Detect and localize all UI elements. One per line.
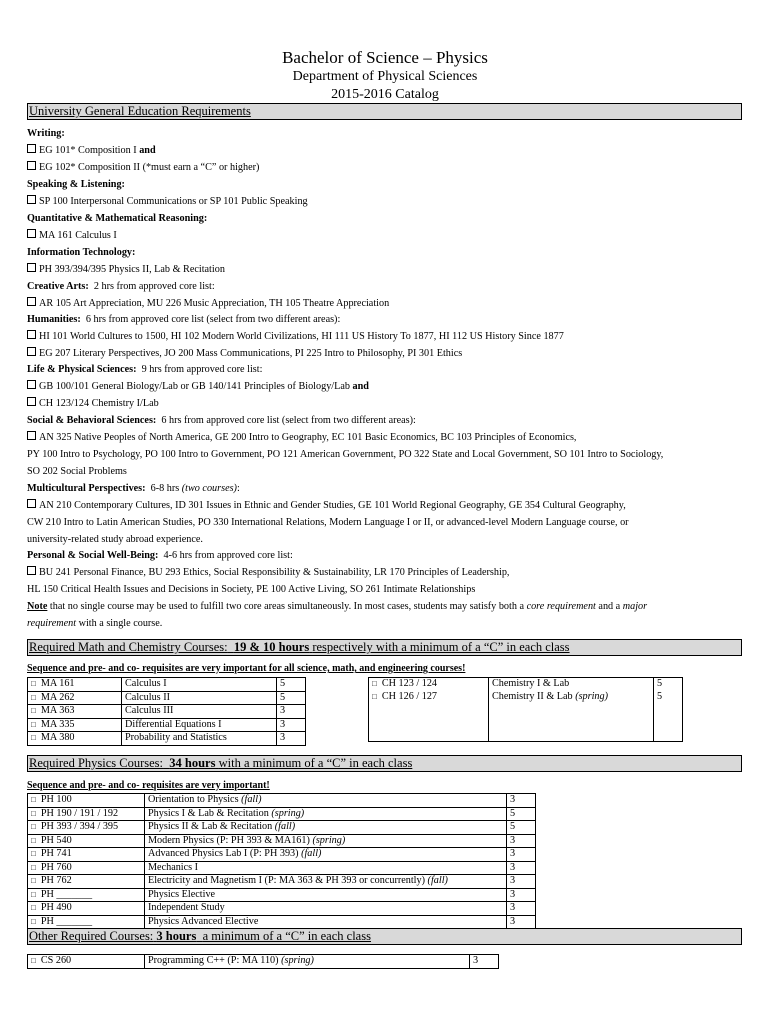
course-code: PH 490 xyxy=(40,902,72,913)
life-item-2: CH 123/124 Chemistry I/Lab xyxy=(27,396,159,412)
checkbox[interactable]: □ xyxy=(31,916,36,926)
table-row xyxy=(28,732,306,746)
course-name-cell xyxy=(145,888,507,902)
multicultural-item-3: university-related study abroad experience. xyxy=(27,534,203,545)
course-code: MA 380 xyxy=(40,732,75,743)
social-item-3: SO 202 Social Problems xyxy=(27,466,127,477)
course-hours-cell xyxy=(507,821,536,835)
course-hours: 5 xyxy=(280,691,286,703)
speaking-label: Speaking & Listening: xyxy=(27,179,125,190)
course-code: CH 123 / 124 xyxy=(381,678,438,689)
course-hours-cell xyxy=(507,861,536,875)
checkbox[interactable]: □ xyxy=(31,835,36,845)
course-term: (spring) xyxy=(312,834,346,846)
course-hours-cell xyxy=(277,691,306,705)
course-name: Electricity and Magnetism I (P: MA 363 & PH 393 or concurrently) xyxy=(148,875,425,886)
course-hours-cell xyxy=(277,732,306,746)
course-name-cell xyxy=(489,691,654,704)
course-code-cell xyxy=(28,915,145,929)
checkbox[interactable]: □ xyxy=(31,903,36,912)
it-item-1: PH 393/394/395 Physics II, Lab & Recitation xyxy=(27,262,225,278)
course-code-cell xyxy=(28,821,145,835)
course-code: CS 260 xyxy=(40,955,72,966)
course-hours: 5 xyxy=(510,821,516,832)
course-hours-cell xyxy=(507,834,536,848)
course-term: (fall) xyxy=(274,821,296,832)
quant-label: Quantitative & Mathematical Reasoning: xyxy=(27,213,208,224)
course-name: Orientation to Physics xyxy=(148,794,239,805)
math-chem-sequence-note: Sequence and pre- and co- requisites are very important for all science, math, and engineering courses! xyxy=(27,663,466,674)
course-name-cell xyxy=(122,705,277,719)
course-name: Modern Physics (P: PH 393 & MA161) xyxy=(148,834,310,846)
course-code-cell xyxy=(28,861,145,875)
arts-item-1: AR 105 Art Appreciation, MU 226 Music Appreciation, TH 105 Theatre Appreciation xyxy=(27,296,389,312)
course-name: Independent Study xyxy=(148,902,225,913)
course-hours-cell xyxy=(507,875,536,889)
course-hours: 3 xyxy=(280,718,286,730)
humanities-label: Humanities: 6 hrs from approved core list (select from two different areas): xyxy=(27,314,341,325)
course-name-cell xyxy=(145,848,507,862)
course-name-cell xyxy=(145,807,507,821)
physics-course-table xyxy=(27,793,536,929)
social-label: Social & Behavioral Sciences: 6 hrs from approved core list (select from two different areas): xyxy=(27,415,416,426)
checkbox[interactable] xyxy=(27,229,36,238)
checkbox[interactable]: □ xyxy=(31,719,36,729)
table-row xyxy=(28,705,306,719)
table-row xyxy=(28,861,536,875)
checkbox[interactable] xyxy=(27,161,36,170)
course-code-cell xyxy=(28,678,122,692)
writing-label: Writing: xyxy=(27,128,65,139)
course-code-cell xyxy=(28,848,145,862)
checkbox[interactable]: □ xyxy=(31,822,36,831)
empty-cell xyxy=(489,703,654,716)
course-code: PH _______ xyxy=(40,888,93,900)
course-code-cell xyxy=(369,678,489,691)
course-name-cell xyxy=(122,678,277,692)
table-row-empty xyxy=(369,703,683,716)
catalog-year: 2015-2016 Catalog xyxy=(331,87,439,102)
table-row xyxy=(28,718,306,732)
empty-cell xyxy=(369,716,489,729)
table-row xyxy=(28,794,536,808)
course-code-cell xyxy=(28,794,145,808)
speaking-item-1: SP 100 Interpersonal Communications or SP 101 Public Speaking xyxy=(27,194,308,210)
course-name: Physics II & Lab & Recitation xyxy=(148,821,273,832)
table-row xyxy=(28,821,536,835)
course-name-cell xyxy=(145,821,507,835)
table-row-empty xyxy=(369,716,683,729)
empty-cell xyxy=(654,716,683,729)
course-name: Physics Advanced Elective xyxy=(148,915,259,927)
table-row xyxy=(369,678,683,691)
table-row xyxy=(28,902,536,916)
course-hours: 3 xyxy=(510,861,516,873)
course-name-cell xyxy=(145,834,507,848)
it-label: Information Technology: xyxy=(27,247,136,258)
course-code-cell xyxy=(28,705,122,719)
checkbox[interactable]: □ xyxy=(31,795,36,804)
course-hours-cell xyxy=(507,848,536,862)
course-name-cell xyxy=(122,732,277,746)
checkbox[interactable]: □ xyxy=(31,679,36,688)
course-name: Advanced Physics Lab I (P: PH 393) xyxy=(148,848,299,859)
social-item-2: PY 100 Intro to Psychology, PO 100 Intro to Government, PO 121 American Government, PO 322 State and Local Government, SO 101 Intro to Sociology, xyxy=(27,449,664,460)
humanities-item-2: EG 207 Literary Perspectives, JO 200 Mass Communications, PI 225 Intro to Philosophy, PI 301 Ethics xyxy=(27,346,462,362)
multicultural-item-2: CW 210 Intro to Latin American Studies, PO 330 International Relations, Modern Language I or II, or advanced-level Modern Language course, or xyxy=(27,517,629,528)
checkbox[interactable]: □ xyxy=(31,956,36,965)
life-item-1: GB 100/101 General Biology/Lab or GB 140/141 Principles of Biology/Lab and xyxy=(27,379,369,395)
course-name-cell xyxy=(122,718,277,732)
checkbox[interactable] xyxy=(27,431,36,440)
note-text-cont: requirement with a single course. xyxy=(27,618,163,629)
course-hours-cell xyxy=(507,902,536,916)
checkbox[interactable] xyxy=(27,195,36,204)
course-hours-cell xyxy=(507,915,536,929)
course-hours-cell xyxy=(507,807,536,821)
course-hours: 5 xyxy=(657,678,663,689)
checkbox[interactable]: □ xyxy=(31,849,36,858)
course-name: Differential Equations I xyxy=(125,718,222,730)
department-name: Department of Physical Sciences xyxy=(292,69,478,84)
course-term: (fall) xyxy=(427,875,448,886)
checkbox[interactable]: □ xyxy=(31,733,36,742)
checkbox[interactable] xyxy=(27,144,36,153)
gen-ed-heading: University General Education Requirements xyxy=(27,103,742,120)
course-term: (fall) xyxy=(241,794,262,805)
social-item-1: AN 325 Native Peoples of North America, GE 200 Intro to Geography, EC 101 Basic Economics, BC 103 Principles of Economics, xyxy=(27,430,576,446)
course-name: Probability and Statistics xyxy=(125,732,227,743)
course-name: Chemistry I & Lab xyxy=(492,678,570,689)
checkbox[interactable] xyxy=(27,347,36,356)
course-code: MA 262 xyxy=(40,691,75,703)
chem-course-table xyxy=(368,677,683,742)
life-label: Life & Physical Sciences: 9 hrs from approved core list: xyxy=(27,364,263,375)
course-hours-cell xyxy=(654,691,683,704)
personal-item-2: HL 150 Critical Health Issues and Decisions in Society, PE 100 Active Living, SO 261 Intimate Relationships xyxy=(27,584,476,595)
course-hours: 3 xyxy=(280,732,286,743)
table-row xyxy=(28,807,536,821)
table-row-empty xyxy=(369,728,683,741)
course-hours-cell xyxy=(470,955,499,969)
course-code-cell xyxy=(28,807,145,821)
table-row xyxy=(28,888,536,902)
course-hours-cell xyxy=(277,705,306,719)
document-title: Bachelor of Science – Physics xyxy=(282,48,488,67)
table-row xyxy=(28,848,536,862)
course-code: PH 190 / 191 / 192 xyxy=(40,807,119,819)
course-code-cell xyxy=(28,875,145,889)
course-name: Physics I & Lab & Recitation xyxy=(148,807,269,819)
checkbox[interactable] xyxy=(27,330,36,339)
course-code: PH 393 / 394 / 395 xyxy=(40,821,119,832)
course-hours-cell xyxy=(654,678,683,691)
course-hours: 3 xyxy=(280,705,286,716)
course-code-cell xyxy=(28,718,122,732)
table-row xyxy=(28,915,536,929)
course-hours: 3 xyxy=(510,794,516,805)
other-course-table xyxy=(27,954,499,969)
writing-item-2: EG 102* Composition II (*must earn a “C” or higher) xyxy=(27,160,259,176)
course-name-cell xyxy=(489,678,654,691)
multicultural-label: Multicultural Perspectives: 6-8 hrs (two courses): xyxy=(27,483,240,494)
course-name-cell xyxy=(145,902,507,916)
empty-cell xyxy=(489,716,654,729)
course-hours-cell xyxy=(507,888,536,902)
checkbox[interactable]: □ xyxy=(372,691,377,701)
course-code: MA 363 xyxy=(40,705,75,716)
writing-item-1: EG 101* Composition I and xyxy=(27,143,156,159)
course-name: Programming C++ (P: MA 110) xyxy=(148,955,279,966)
course-code: PH 760 xyxy=(40,861,72,873)
course-hours: 3 xyxy=(510,875,516,886)
course-term: (spring) xyxy=(575,690,609,702)
checkbox[interactable]: □ xyxy=(31,862,36,872)
course-hours: 5 xyxy=(657,690,663,702)
course-name: Physics Elective xyxy=(148,888,216,900)
course-name-cell xyxy=(145,915,507,929)
course-name: Chemistry II & Lab xyxy=(492,690,573,702)
math-chem-heading: Required Math and Chemistry Courses: 19 & 10 hours respectively with a minimum of a “C” in each class xyxy=(27,639,742,656)
course-name: Calculus I xyxy=(125,678,167,689)
course-name: Mechanics I xyxy=(148,861,199,873)
checkbox[interactable] xyxy=(27,263,36,272)
checkbox[interactable]: □ xyxy=(31,876,36,885)
course-code-cell xyxy=(28,691,122,705)
multicultural-item-1: AN 210 Contemporary Cultures, ID 301 Issues in Ethnic and Gender Studies, GE 101 World Regional Geography, GE 354 Cultural Geography, xyxy=(27,498,626,514)
checkbox[interactable]: □ xyxy=(31,706,36,715)
course-code: PH _______ xyxy=(40,915,93,927)
arts-label: Creative Arts: 2 hrs from approved core list: xyxy=(27,281,215,292)
personal-label: Personal & Social Well-Being: 4-6 hrs from approved core list: xyxy=(27,550,293,561)
course-code-cell xyxy=(28,902,145,916)
checkbox[interactable] xyxy=(27,566,36,575)
course-hours: 3 xyxy=(510,915,516,927)
empty-cell xyxy=(369,703,489,716)
course-code: PH 741 xyxy=(40,848,72,859)
course-hours: 3 xyxy=(510,834,516,846)
course-code: PH 762 xyxy=(40,875,72,886)
course-hours: 3 xyxy=(510,848,516,859)
course-hours: 3 xyxy=(473,955,479,966)
course-code: PH 100 xyxy=(40,794,72,805)
course-hours: 3 xyxy=(510,888,516,900)
physics-heading: Required Physics Courses: 34 hours with a minimum of a “C” in each class xyxy=(27,755,742,772)
other-heading: Other Required Courses: 3 hours a minimum of a “C” in each class xyxy=(27,928,742,945)
course-code: MA 161 xyxy=(40,678,75,689)
table-row xyxy=(28,691,306,705)
table-row xyxy=(28,875,536,889)
table-row xyxy=(28,955,499,969)
course-hours: 5 xyxy=(510,807,516,819)
course-hours: 3 xyxy=(510,902,516,913)
checkbox[interactable] xyxy=(27,380,36,389)
physics-sequence-note: Sequence and pre- and co- requisites are very important! xyxy=(27,780,270,791)
empty-cell xyxy=(489,728,654,741)
course-name: Calculus III xyxy=(125,705,174,716)
checkbox[interactable]: □ xyxy=(31,889,36,899)
course-hours: 5 xyxy=(280,678,286,689)
course-code-cell xyxy=(28,834,145,848)
checkbox[interactable]: □ xyxy=(31,692,36,702)
course-code-cell xyxy=(369,691,489,704)
checkbox[interactable] xyxy=(27,297,36,306)
math-course-table xyxy=(27,677,306,746)
personal-item-1: BU 241 Personal Finance, BU 293 Ethics, Social Responsibility & Sustainability, LR 170 Principles of Leadership, xyxy=(27,565,509,581)
course-code: PH 540 xyxy=(40,834,72,846)
course-code: MA 335 xyxy=(40,718,75,730)
course-term: (spring) xyxy=(271,807,305,819)
table-row xyxy=(369,691,683,704)
course-hours-cell xyxy=(277,718,306,732)
course-term: (fall) xyxy=(301,848,322,859)
empty-cell xyxy=(369,728,489,741)
checkbox[interactable] xyxy=(27,397,36,406)
course-name: Calculus II xyxy=(125,691,170,703)
course-code-cell xyxy=(28,955,145,969)
humanities-item-1: HI 101 World Cultures to 1500, HI 102 Modern World Civilizations, HI 111 US History To 1877, HI 112 US History Since 1877 xyxy=(27,329,564,345)
table-row xyxy=(28,678,306,692)
note-text: Note that no single course may be used to fulfill two core areas simultaneously. In most cases, students may satisfy both a core requirement and a major xyxy=(27,601,648,612)
course-code: CH 126 / 127 xyxy=(381,690,438,702)
course-name-cell xyxy=(145,794,507,808)
course-name-cell xyxy=(122,691,277,705)
table-row xyxy=(28,834,536,848)
checkbox[interactable]: □ xyxy=(31,808,36,818)
course-code-cell xyxy=(28,732,122,746)
course-code-cell xyxy=(28,888,145,902)
course-name-cell xyxy=(145,955,470,969)
course-name-cell xyxy=(145,875,507,889)
quant-item-1: MA 161 Calculus I xyxy=(27,228,117,244)
course-hours-cell xyxy=(507,794,536,808)
empty-cell xyxy=(654,703,683,716)
course-term: (spring) xyxy=(281,955,314,966)
checkbox[interactable] xyxy=(27,499,36,508)
empty-cell xyxy=(654,728,683,741)
course-hours-cell xyxy=(277,678,306,692)
checkbox[interactable]: □ xyxy=(372,679,377,688)
course-name-cell xyxy=(145,861,507,875)
